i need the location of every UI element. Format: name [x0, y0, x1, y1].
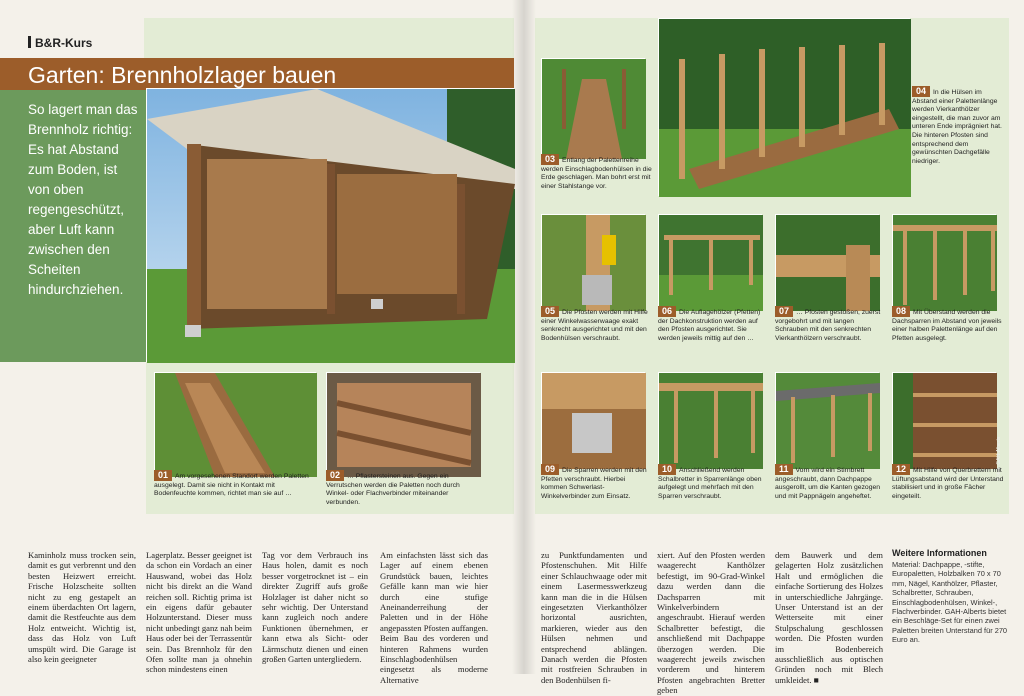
info-box	[892, 548, 1008, 645]
step-06-photo	[658, 214, 762, 310]
step-03-photo	[541, 58, 645, 158]
step-08-text: Mit Überstand werden die Dachsparren im Abstand von jeweils einer halben Palettenlänge auf den Pfetten ausgelegt.	[892, 309, 1002, 342]
step-07-number: 07	[775, 306, 793, 317]
body-column-7: dem Bauwerk und dem gelagerten Holz zusätzlichen Halt und ermöglichen die einfache Sortierung des Holzes in unterschiedliche Jahrgänge. Unser Unterstand ist an der Wetterseite mit einer Stulpschalung geschlossen worden. Die Pfosten wurden im Bodenbereich ausschließlich aus optischen Gründen noch mit Blech umkleidet. ■	[775, 550, 883, 685]
body-column-6: xiert. Auf den Pfosten werden waagerecht Kanthölzer befestigt, im 90-Grad-Winkel dazu werden dann die Dachsparren mit Winkelverbindern angeschraubt. Hierauf werden Schalbretter befestigt, die anschließend mit Dachpappe überzogen werden. Die waagerecht jeweils zwischen vorderem und hinterem Pfosten angebrachten Bretter geben	[657, 550, 765, 696]
page-gutter	[512, 0, 536, 674]
step-09-text: Die Sparren werden mit den Pfetten verschraubt. Hierbei kommen Schwerlast-Winkelverbinder zum Einsatz.	[541, 467, 647, 500]
page-title-text: Garten: Brennholzlager bauen	[28, 62, 337, 88]
step-03-caption	[541, 154, 653, 191]
body-column-4: Am einfachsten lässt sich das Lager auf einem ebenen Grundstück bauen, leichtes Gefälle kann man wie hier durch eine stufige Aneinanderreihung der Paletten und in der Höhe angepassten Pfosten auffangen. Beim Bau des vorderen und hinteren Rahmens wurden Einschlagbodenhülsen eingesetzt als moderne Alternative	[380, 550, 488, 685]
intro-text: So lagert man das Brennholz richtig: Es hat Abstand zum Boden, ist von oben regengeschützt, aber Luft kann zwischen den Scheiten hindurchziehen.	[28, 102, 138, 297]
step-11-number: 11	[775, 464, 793, 475]
step-10-caption	[658, 464, 770, 501]
step-11-photo	[775, 372, 879, 468]
step-10-number: 10	[658, 464, 676, 475]
step-12-text: Mit Hilfe von Querbrettern mit Lüftungsabstand wird der Unterstand stabilisiert und in große Fächer eingeteilt.	[892, 467, 1004, 500]
step-03-number: 03	[541, 154, 559, 165]
step-08-caption	[892, 306, 1004, 343]
step-07-photo	[775, 214, 879, 310]
body-column-5: zu Punktfundamenten und Pfostenschuhen. Mit Hilfe einer Schlauchwaage oder mit einem Lasermesswerkzeug kann man die in die Hülsen eingesetzten Vierkanthölzer horizontal ausrichten, markieren, wieder aus den Hülsen nehmen und entsprechend ablängen. Danach werden die Pfosten mit rostfreien Schrauben in den Bodenhülsen fi-	[541, 550, 647, 685]
step-02-photo	[326, 372, 480, 476]
step-12-photo	[892, 372, 996, 468]
step-06-number: 06	[658, 306, 676, 317]
step-09-caption	[541, 464, 653, 501]
body-column-3: Tag vor dem Verbrauch ins Haus holen, damit es noch besser vorgetrocknet ist – ein direkter Zugriff aufs große Holzlager ist daher nicht so sehr wichtig. Der Unterstand kann zugleich noch andere Funktionen übernehmen, er kann etwa als Sicht- oder Lärmschutz dienen und einen großen Garten untergliedern.	[262, 550, 368, 665]
step-10-text: Anschließend werden Schalbretter in Sparrenlänge oben aufgelegt und mehrfach mit den Sparren verschraubt.	[658, 467, 762, 500]
step-10-photo	[658, 372, 762, 468]
step-04-number: 04	[912, 86, 930, 97]
step-04-photo	[658, 18, 910, 196]
page-title	[0, 58, 514, 90]
step-12-caption	[892, 464, 1004, 501]
body-column-1: Kaminholz muss trocken sein, damit es gut verbrennt und den besten Heizwert erreicht. Frische Holzscheite sollten nicht zu eng gestapelt an einem überdachten Ort lagern, damit die Restfeuchte aus dem Holz entweicht. Wichtig ist, dass das Holz von Luft umspült wird. Die Garage ist also kein geeigneter	[28, 550, 136, 665]
step-03-text: Entlang der Palettenreihe werden Einschlagbodenhülsen in die Erde geschlagen. Man bohrt erst mit einer Stahlstange vor.	[541, 157, 652, 190]
section-tag-bar	[28, 36, 31, 48]
step-01-photo	[154, 372, 316, 476]
step-11-text: Vorn wird ein Stirnbrett angeschraubt, dann Dachpappe ausgerollt, um die Kanten gezogen und mit Pappnägeln angeheftet.	[775, 467, 881, 500]
section-tag	[28, 36, 92, 50]
step-04-caption	[912, 86, 1008, 166]
hero-photo	[146, 88, 514, 362]
step-12-number: 12	[892, 464, 910, 475]
step-02-number: 02	[326, 470, 344, 481]
step-05-number: 05	[541, 306, 559, 317]
step-06-caption	[658, 306, 770, 343]
step-02-caption	[326, 470, 480, 507]
body-column-2: Lagerplatz. Besser geeignet ist da schon ein Vordach an einer Hauswand, wobei das Holz nicht bis direkt an die Wand reichen soll. Richtig prima ist ein eigens dafür gebauter Holzunterstand. Dieser muss nicht unbedingt ganz nah beim Haus oder bei der Terrassentür sein. Das Brennholz für den Ofen sollte man ja ohnehin schon mindestens einen	[146, 550, 252, 675]
step-01-number: 01	[154, 470, 172, 481]
photo-credit: Fotos: GAH-Alberts	[996, 436, 1002, 480]
step-08-number: 08	[892, 306, 910, 317]
step-05-caption	[541, 306, 653, 343]
step-07-caption	[775, 306, 887, 343]
step-04-text: In die Hülsen im Abstand einer Palettenlänge werden Vierkanthölzer eingestellt, die man zuvor am unteren Ende imprägniert hat. Die hinteren Pfosten sind entsprechend dem gewünschten Dachgefälle niedriger.	[912, 89, 1002, 165]
step-09-photo	[541, 372, 645, 468]
step-11-caption	[775, 464, 887, 501]
info-heading: Weitere Informationen	[892, 548, 987, 558]
step-06-text: Die Auflagehölzer (Pfetten) der Dachkonstruktion werden auf den Pfosten ausgerichtet. Sie werden jeweils mittig auf den …	[658, 309, 761, 342]
info-text: Material: Dachpappe, -stifte, Europaletten, Holzbalken 70 x 70 mm, Nägel, Kanthölzer, Pflaster, Schalbretter, Schrauben, Einschlagbodenhülsen, Winkel-, Flachverbinder. GAH-Alberts bietet ein Beschläge-Set für einen zwei Paletten breiten Unterstand für 270 Euro an.	[892, 560, 1008, 645]
step-07-text: … Pfosten gestoßen, zuerst vorgebohrt und mit langen Schrauben mit den senkrechten Vierkanthölzern verschraubt.	[775, 309, 881, 342]
step-02-text: … Pflastersteinen aus. Gegen ein Verrutschen werden die Paletten noch durch Winkel- oder Flachverbinder miteinander verbunden.	[326, 473, 460, 506]
step-09-number: 09	[541, 464, 559, 475]
step-01-text: Am vorgesehenen Standort werden Paletten ausgelegt. Damit sie nicht in Kontakt mit Bodenfeuchte kommen, richtet man sie auf …	[154, 473, 309, 498]
step-08-photo	[892, 214, 996, 310]
step-01-caption	[154, 470, 316, 499]
step-05-photo	[541, 214, 645, 310]
step-05-text: Die Pfosten werden mit Hilfe einer Winkelwasserwaage exakt senkrecht ausgerichtet und mit den Bodenhülsen verschraubt.	[541, 309, 648, 342]
section-label: B&R-Kurs	[35, 36, 93, 50]
